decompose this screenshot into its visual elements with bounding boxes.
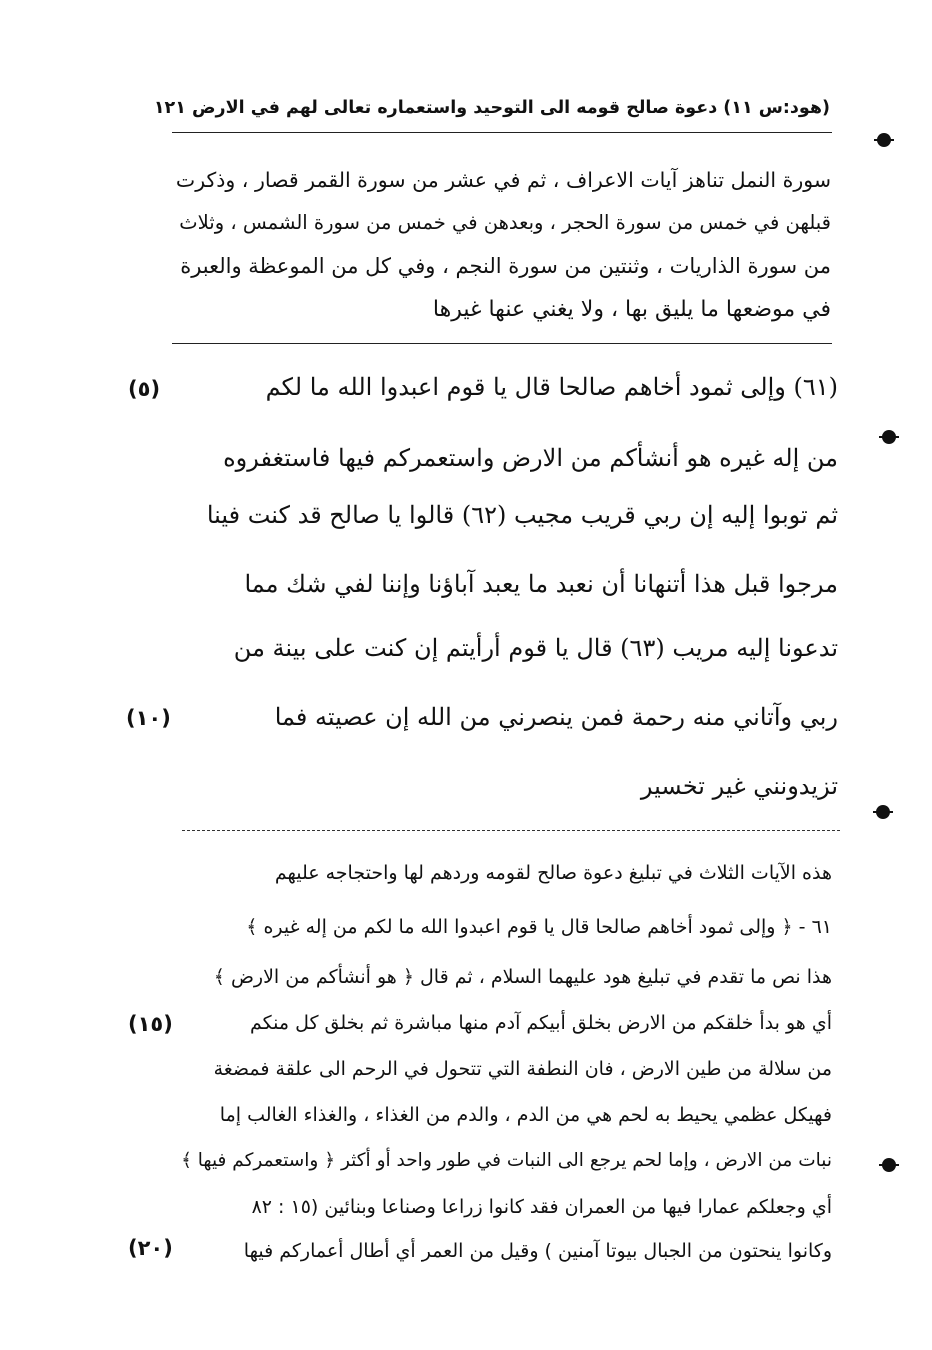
commentary-line: هذه الآيات الثلاث في تبليغ دعوة صالح لقومه وردهم لها واحتجاجه عليهم [274,862,832,884]
line-number-marker: (١٠) [126,706,171,730]
intro-line: من سورة الذاريات ، وثنتين من سورة النجم ، وفي كل من الموعظة والعبرة [180,254,831,278]
intro-line: سورة النمل تناهز آيات الاعراف ، ثم في عشر من سورة القمر قصار ، وذكرت [175,168,831,192]
commentary-line: أي هو بدأ خلقكم من الارض بخلق أبيكم آدم منها مباشرة ثم بخلق كل منكم [249,1012,832,1034]
page-header: (هود:س ١١) دعوة صالح قومه الى التوحيد واستعماره تعالى لهم في الارض ١٢١ [153,98,830,118]
intro-line: قبلهن في خمس من سورة الحجر ، وبعدهن في خمس من سورة الشمس ، وثلاث [179,211,831,234]
margin-bullet-icon [876,805,890,819]
margin-bullet-icon [882,1158,896,1172]
commentary-line: فهيكل عظمي يحيط به لحم هي من الدم ، والدم من الغذاء ، والغذاء الغالب إما [219,1104,832,1126]
section-rule [172,343,832,344]
line-number-marker: (١٥) [128,1012,173,1036]
commentary-rule [182,830,840,831]
commentary-line: ٦١ - ﴿ وإلى ثمود أخاهم صالحا قال يا قوم اعبدوا الله ما لكم من إله غيره ﴾ [246,916,832,938]
verse-line: مرجوا قبل هذا أتنهانا أن نعبد ما يعبد آباؤنا وإننا لفي شك مما [244,570,838,598]
commentary-line: من سلالة من طين الارض ، فان النطفة التي تتحول في الرحم الى علقة فمضغة [213,1058,832,1080]
commentary-line: هذا نص ما تقدم في تبليغ هود عليهما السلام ، ثم قال ﴿ هو أنشأكم من الارض ﴾ [213,966,832,988]
commentary-line: نبات من الارض ، وإما لحم يرجع الى النبات في طور واحد أو أكثر ﴿ واستعمركم فيها ﴾ [181,1150,832,1171]
verse-line: من إله غيره هو أنشأكم من الارض واستعمركم فيها فاستغفروه [223,444,838,472]
line-number-marker: (٥) [128,377,161,401]
line-number-marker: (٢٠) [128,1236,173,1260]
verse-line: تدعونا إليه مريب (٦٣) قال يا قوم أرأيتم إن كنت على بينة من [233,634,838,662]
margin-bullet-icon [877,133,891,147]
verse-line: تزيدونني غير تخسير [640,772,838,800]
intro-line: في موضعها ما يليق بها ، ولا يغني عنها غيرها [432,297,831,322]
verse-line: ثم توبوا إليه إن ربي قريب مجيب (٦٢) قالوا يا صالح قد كنت فينا [206,501,838,529]
commentary-line: أي وجعلكم عمارا فيها من العمران فقد كانوا زراعا وصناعا وبنائين (١٥ : ٨٢ [251,1196,832,1218]
verse-line: ربي وآتاني منه رحمة فمن ينصرني من الله إن عصيته فما [274,703,838,731]
commentary-line: وكانوا ينحتون من الجبال بيوتا آمنين ) وقيل من العمر أي أطال أعماركم فيها [243,1240,832,1262]
margin-bullet-icon [882,430,896,444]
header-rule [172,132,832,133]
verse-line: (٦١) وإلى ثمود أخاهم صالحا قال يا قوم اعبدوا الله ما لكم [265,373,838,401]
